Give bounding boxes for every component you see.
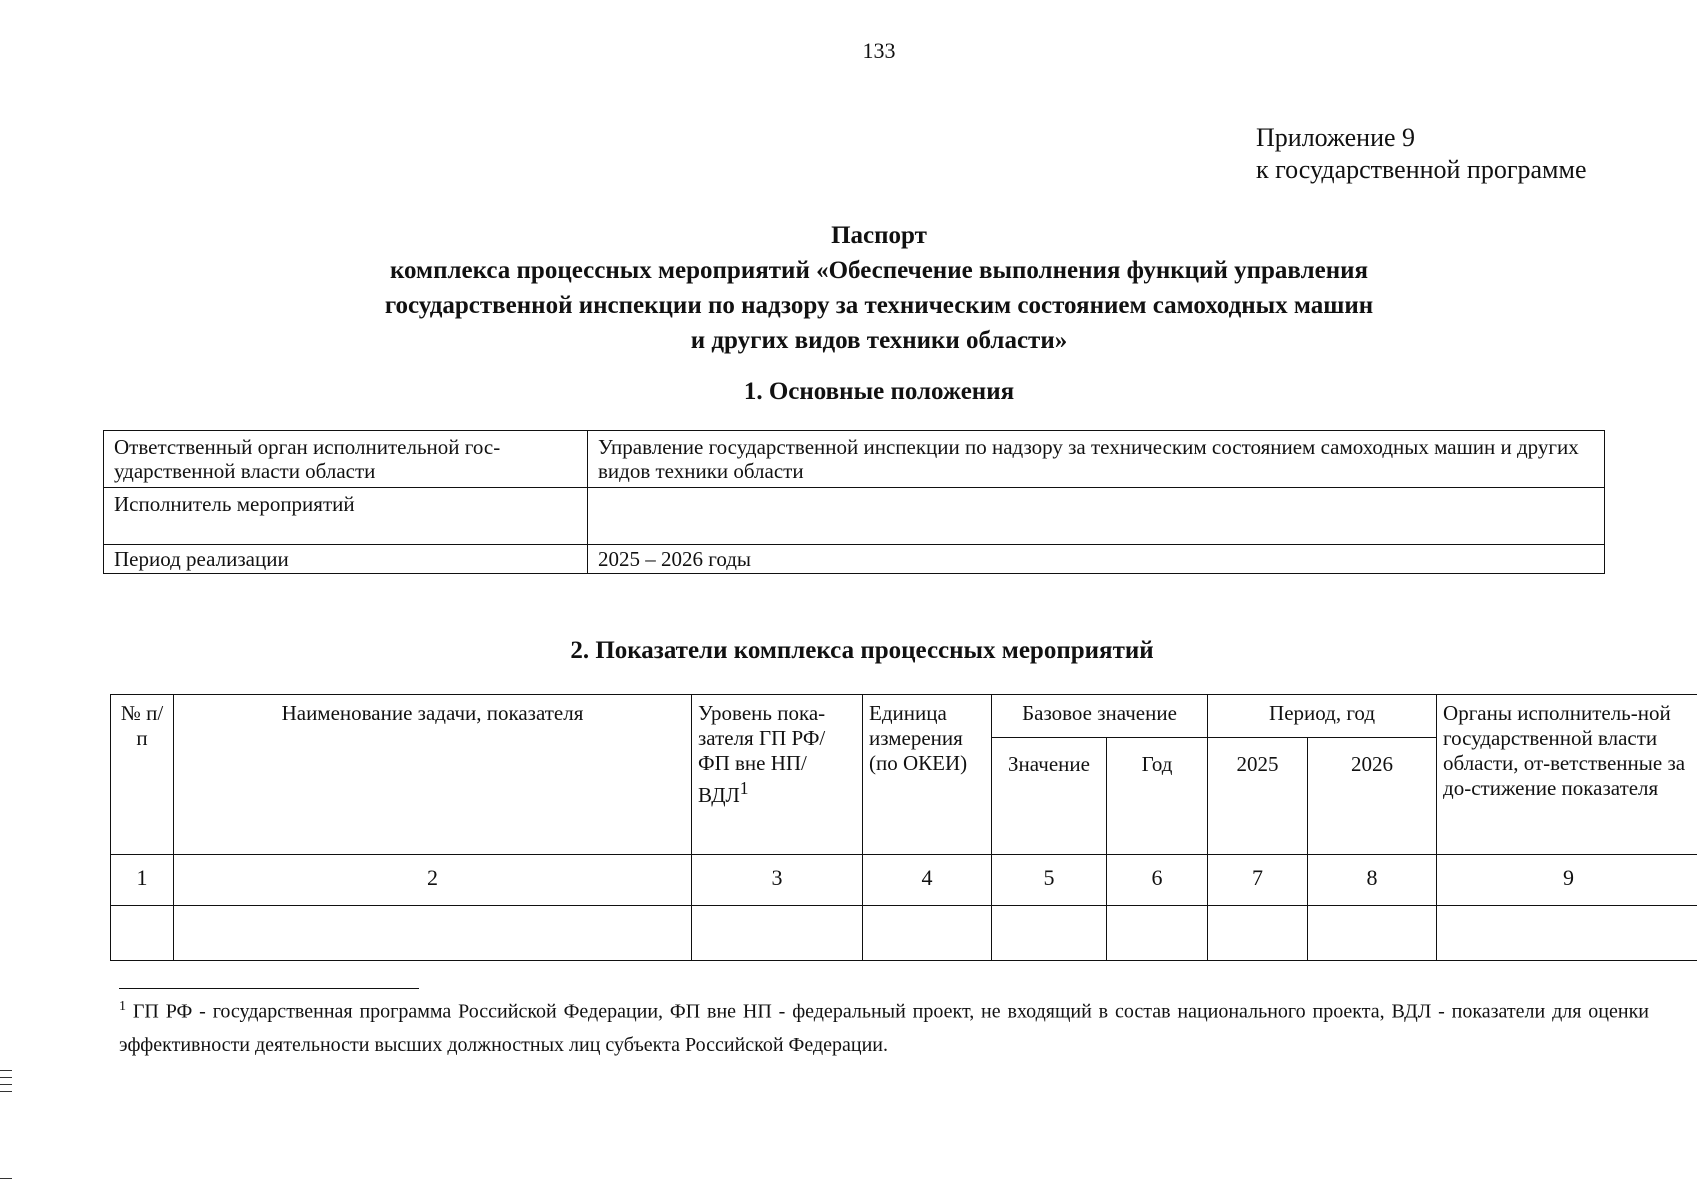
header-name: Наименование задачи, показателя (174, 695, 692, 855)
basic-provisions-table (103, 430, 1605, 574)
indicators-table (110, 694, 1697, 961)
header-base-value: Значение (992, 738, 1107, 855)
margin-line (0, 1178, 12, 1179)
footnote-text: ГП РФ - государственная программа Российской Федерации, ФП вне НП - федеральный проект, не входящий в состав национального проекта, ВДЛ - показатели для оценки эффективности деятельности высших должностных лиц субъекта Российской Федерации. (119, 1000, 1649, 1056)
header-year-2026: 2026 (1308, 738, 1437, 855)
header-num: № п/п (111, 695, 174, 855)
table-row (111, 906, 1697, 961)
page-number: 133 (862, 38, 896, 63)
empty-cell (992, 906, 1107, 961)
header-row (111, 695, 1697, 738)
column-number: 4 (863, 855, 992, 906)
table-row (111, 855, 1697, 906)
footnote (119, 990, 1649, 1062)
column-number: 6 (1107, 855, 1208, 906)
title-line-4: и других видов техники области» (690, 327, 1068, 354)
margin-line (0, 1077, 12, 1078)
margin-marks (0, 1070, 12, 1098)
responsible-body-value: Управление государственной инспекции по надзору за техническим состоянием самоходных машин и других видов техники области (588, 431, 1605, 488)
responsible-body-label: Ответственный орган исполнительной гос-ударственной власти области (104, 431, 588, 488)
period-value: 2025 – 2026 годы (588, 545, 1605, 574)
document-title (0, 218, 1697, 358)
title-line-3: государственной инспекции по надзору за техническим состоянием самоходных машин (384, 292, 1374, 319)
footnote-divider (119, 988, 419, 989)
appendix-line-2: к государственной программе (1256, 155, 1587, 184)
table-row (104, 431, 1605, 488)
header-level (692, 695, 863, 855)
column-number: 2 (174, 855, 692, 906)
margin-line (0, 1091, 12, 1092)
empty-cell (1107, 906, 1208, 961)
footnote-marker: 1 (119, 999, 126, 1014)
executor-label: Исполнитель мероприятий (104, 488, 588, 545)
header-base-year: Год (1107, 738, 1208, 855)
header-year-2025: 2025 (1208, 738, 1308, 855)
section-2-heading: 2. Показатели комплекса процессных мероприятий (570, 637, 1154, 664)
column-number: 3 (692, 855, 863, 906)
column-number: 5 (992, 855, 1107, 906)
column-number: 9 (1437, 855, 1697, 906)
column-number: 8 (1308, 855, 1437, 906)
empty-cell (1437, 906, 1697, 961)
section-1-heading: 1. Основные положения (743, 378, 1015, 405)
executor-value (588, 488, 1605, 545)
appendix-note (1256, 122, 1587, 186)
table-row (104, 545, 1605, 574)
header-organs: Органы исполнитель-ной государственной власти области, от-ветственные за до-стижение показателя (1437, 695, 1697, 855)
empty-cell (1208, 906, 1308, 961)
header-level-text: Уровень пока-зателя ГП РФ/ФП вне НП/ВДЛ (698, 701, 826, 807)
table-row (104, 488, 1605, 545)
period-label: Период реализации (104, 545, 588, 574)
header-level-footnote-marker: 1 (739, 778, 749, 798)
column-number: 1 (111, 855, 174, 906)
header-unit: Единица измерения (по ОКЕИ) (863, 695, 992, 855)
empty-cell (692, 906, 863, 961)
title-line-2: комплекса процессных мероприятий «Обеспечение выполнения функций управления (389, 257, 1369, 284)
header-period: Период, год (1208, 695, 1437, 738)
margin-line (0, 1084, 12, 1085)
empty-cell (1308, 906, 1437, 961)
empty-cell (174, 906, 692, 961)
column-number: 7 (1208, 855, 1308, 906)
title-line-1: Паспорт (831, 222, 927, 249)
empty-cell (111, 906, 174, 961)
margin-line (0, 1070, 12, 1071)
header-base: Базовое значение (992, 695, 1208, 738)
empty-cell (863, 906, 992, 961)
appendix-line-1: Приложение 9 (1256, 123, 1416, 152)
